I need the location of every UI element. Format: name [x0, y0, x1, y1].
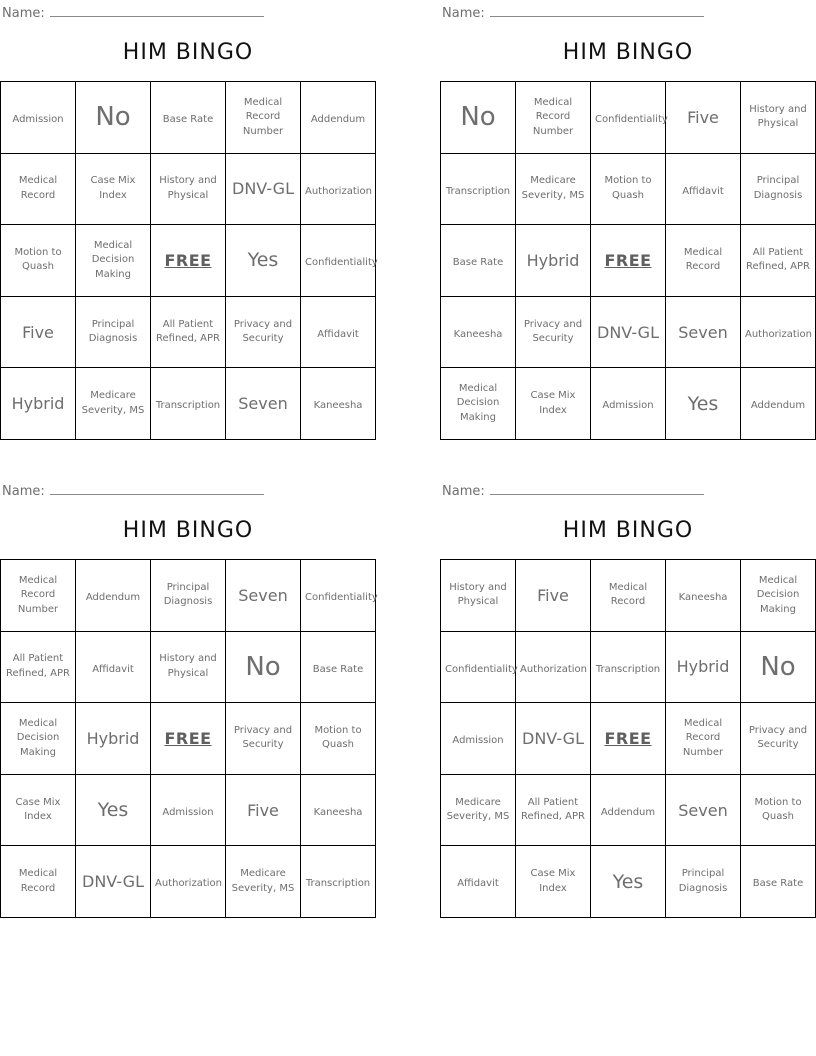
- cell-label: Authorization: [155, 878, 222, 890]
- cell-label: Medicare Severity, MS: [81, 390, 145, 416]
- bingo-cell: [1, 153, 76, 225]
- bingo-cell: [301, 296, 376, 368]
- bingo-cell: [441, 703, 516, 775]
- bingo-row: [441, 296, 816, 368]
- cell-label: Seven: [238, 394, 288, 414]
- bingo-cell: [76, 774, 151, 846]
- cell-label: Authorization: [745, 328, 812, 340]
- bingo-row: [1, 703, 376, 775]
- bingo-cell: [151, 846, 226, 918]
- bingo-cell: [741, 153, 816, 225]
- bingo-cell: [441, 225, 516, 297]
- bingo-cell: [591, 82, 666, 154]
- cell-label: Medical Record: [608, 581, 648, 608]
- bingo-cell: [76, 846, 151, 918]
- bingo-grid: [0, 81, 376, 440]
- cell-label: Base Rate: [162, 114, 214, 126]
- bingo-cell: [441, 846, 516, 918]
- cell-label: Confidentiality: [445, 663, 518, 675]
- free-cell: [591, 225, 666, 297]
- cell-label: Addendum: [750, 400, 806, 412]
- bingo-grid: [440, 81, 816, 440]
- bingo-grid: [0, 559, 376, 918]
- bingo-cell: [666, 153, 741, 225]
- cell-label: Hybrid: [11, 394, 65, 414]
- cell-label: Addendum: [600, 806, 656, 818]
- bingo-cell: [76, 703, 151, 775]
- bingo-row: [1, 846, 376, 918]
- bingo-cell: [1, 225, 76, 297]
- cell-label: No: [95, 102, 131, 133]
- bingo-cell: [741, 225, 816, 297]
- cell-label: Base Rate: [312, 663, 364, 675]
- cell-label: Admission: [452, 735, 504, 747]
- cell-label: All Patient Refined, APR: [6, 653, 70, 679]
- bingo-cell: [441, 82, 516, 154]
- bingo-cell: [591, 368, 666, 440]
- bingo-card-1: [0, 0, 376, 478]
- card-title: HIM BINGO: [562, 518, 694, 543]
- bingo-cell: [76, 225, 151, 297]
- card-title: HIM BINGO: [122, 40, 254, 65]
- bingo-cell: [1, 774, 76, 846]
- bingo-cell: [76, 153, 151, 225]
- cell-label: History and Physical: [749, 103, 807, 130]
- cell-label: Yes: [612, 870, 644, 893]
- bingo-cell: [441, 774, 516, 846]
- bingo-cell: [1, 296, 76, 368]
- bingo-cell: [441, 560, 516, 632]
- cell-label: DNV-GL: [522, 728, 584, 748]
- bingo-row: [441, 225, 816, 297]
- cell-label: Medical Record: [18, 175, 58, 201]
- cell-label: Confidentiality: [305, 592, 378, 604]
- cell-label: Affidavit: [682, 185, 724, 197]
- bingo-cell: [591, 631, 666, 703]
- bingo-cell: [1, 846, 76, 918]
- bingo-cell: [151, 631, 226, 703]
- bingo-cell: [516, 560, 591, 632]
- cell-label: Medical Decision Making: [456, 382, 500, 423]
- cell-label: Affidavit: [457, 878, 499, 890]
- bingo-row: [1, 82, 376, 154]
- bingo-row: [1, 560, 376, 632]
- bingo-cell: [741, 846, 816, 918]
- bingo-cell: [226, 153, 301, 225]
- bingo-cell: [226, 82, 301, 154]
- bingo-cell: [516, 153, 591, 225]
- cell-label: Medical Record: [18, 868, 58, 894]
- cell-label: Yes: [97, 799, 129, 822]
- cell-label: Principal Diagnosis: [163, 581, 213, 608]
- bingo-cell: [741, 82, 816, 154]
- bingo-row: [1, 296, 376, 368]
- bingo-cell: [301, 631, 376, 703]
- cell-label: DNV-GL: [232, 179, 294, 199]
- bingo-cell: [741, 774, 816, 846]
- bingo-cell: [151, 82, 226, 154]
- cell-label: FREE: [164, 728, 212, 748]
- bingo-cell: [741, 368, 816, 440]
- bingo-cell: [666, 225, 741, 297]
- name-label: Name:: [2, 6, 45, 21]
- bingo-row: [441, 368, 816, 440]
- cell-label: FREE: [604, 728, 652, 748]
- name-row: [442, 481, 704, 499]
- bingo-cell: [1, 368, 76, 440]
- bingo-cell: [666, 368, 741, 440]
- bingo-cell: [591, 774, 666, 846]
- cell-label: Medical Decision Making: [16, 717, 60, 758]
- bingo-row: [441, 774, 816, 846]
- bingo-cell: [1, 560, 76, 632]
- cell-label: Hybrid: [676, 657, 730, 677]
- bingo-row: [441, 631, 816, 703]
- cell-label: Base Rate: [752, 878, 804, 890]
- cell-label: FREE: [604, 250, 652, 270]
- bingo-cell: [741, 560, 816, 632]
- bingo-row: [1, 153, 376, 225]
- cell-label: Five: [537, 585, 569, 605]
- cell-label: Medical Record Number: [242, 96, 284, 137]
- cell-label: Medical Record Number: [532, 96, 574, 137]
- cell-label: Addendum: [85, 592, 141, 604]
- bingo-cell: [516, 296, 591, 368]
- bingo-cell: [741, 296, 816, 368]
- bingo-cell: [226, 774, 301, 846]
- cell-label: Authorization: [520, 663, 587, 675]
- bingo-cell: [741, 703, 816, 775]
- bingo-cell: [666, 631, 741, 703]
- bingo-cell: [301, 225, 376, 297]
- cell-label: Medicare Severity, MS: [521, 175, 585, 201]
- cell-label: No: [460, 102, 496, 133]
- cell-label: No: [245, 651, 281, 682]
- cell-label: Five: [22, 322, 54, 342]
- bingo-row: [441, 153, 816, 225]
- bingo-row: [1, 225, 376, 297]
- bingo-cell: [516, 774, 591, 846]
- cell-label: Confidentiality: [305, 257, 378, 269]
- bingo-row: [441, 82, 816, 154]
- bingo-cell: [301, 774, 376, 846]
- cell-label: Case Mix Index: [90, 175, 136, 201]
- cell-label: Kaneesha: [313, 806, 363, 818]
- cell-label: Seven: [238, 585, 288, 605]
- bingo-cell: [1, 631, 76, 703]
- cell-label: Case Mix Index: [530, 390, 576, 416]
- bingo-card-2: [440, 0, 816, 478]
- bingo-cell: [666, 296, 741, 368]
- name-label: Name:: [2, 484, 45, 499]
- cell-label: All Patient Refined, APR: [521, 796, 585, 823]
- bingo-cell: [666, 774, 741, 846]
- cell-label: Admission: [602, 400, 654, 412]
- cell-label: Principal Diagnosis: [678, 868, 728, 894]
- cell-label: Motion to Quash: [604, 175, 652, 201]
- free-cell: [151, 225, 226, 297]
- cell-label: FREE: [164, 250, 212, 270]
- bingo-cell: [151, 296, 226, 368]
- bingo-card-3: [0, 478, 376, 956]
- bingo-cell: [301, 153, 376, 225]
- cell-label: All Patient Refined, APR: [746, 246, 810, 273]
- bingo-row: [1, 774, 376, 846]
- bingo-cell: [441, 296, 516, 368]
- bingo-cell: [591, 153, 666, 225]
- bingo-cell: [666, 560, 741, 632]
- cell-label: Seven: [678, 800, 728, 820]
- cell-label: DNV-GL: [82, 872, 144, 892]
- bingo-cell: [666, 846, 741, 918]
- cell-label: No: [760, 651, 796, 682]
- bingo-cell: [591, 846, 666, 918]
- bingo-cell: [741, 631, 816, 703]
- bingo-cell: [226, 703, 301, 775]
- card-title: HIM BINGO: [122, 518, 254, 543]
- name-label: Name:: [442, 6, 485, 21]
- bingo-cell: [666, 82, 741, 154]
- bingo-cell: [76, 296, 151, 368]
- bingo-cell: [516, 225, 591, 297]
- card-title: HIM BINGO: [562, 40, 694, 65]
- cell-label: Kaneesha: [678, 592, 728, 604]
- name-blank-line: [50, 3, 264, 17]
- cell-label: Yes: [687, 392, 719, 415]
- bingo-card-4: [440, 478, 816, 956]
- bingo-cell: [226, 560, 301, 632]
- cell-label: Medical Decision Making: [756, 574, 800, 615]
- bingo-cell: [441, 631, 516, 703]
- bingo-cell: [301, 846, 376, 918]
- cell-label: Privacy and Security: [523, 318, 583, 345]
- bingo-cell: [591, 560, 666, 632]
- cell-label: Transcription: [155, 400, 221, 412]
- bingo-cell: [301, 82, 376, 154]
- cell-label: Transcription: [445, 185, 511, 197]
- bingo-cell: [516, 631, 591, 703]
- name-blank-line: [50, 481, 264, 495]
- cell-label: Authorization: [305, 185, 372, 197]
- cell-label: History and Physical: [159, 175, 217, 201]
- bingo-cell: [441, 153, 516, 225]
- cell-label: Case Mix Index: [530, 868, 576, 894]
- cell-label: Medical Record Number: [682, 717, 724, 758]
- cell-label: Base Rate: [452, 257, 504, 269]
- bingo-cell: [301, 703, 376, 775]
- cell-label: Hybrid: [86, 728, 140, 748]
- bingo-cell: [591, 296, 666, 368]
- bingo-cell: [76, 82, 151, 154]
- cell-label: All Patient Refined, APR: [156, 318, 220, 345]
- bingo-row: [441, 846, 816, 918]
- cell-label: Medical Record Number: [17, 574, 59, 615]
- bingo-cell: [226, 631, 301, 703]
- cell-label: Privacy and Security: [233, 318, 293, 345]
- cell-label: Addendum: [310, 114, 366, 126]
- bingo-cell: [226, 368, 301, 440]
- cell-label: Kaneesha: [313, 400, 363, 412]
- cell-label: Kaneesha: [453, 328, 503, 340]
- cell-label: Transcription: [595, 663, 661, 675]
- bingo-cell: [516, 846, 591, 918]
- bingo-cell: [151, 368, 226, 440]
- bingo-cell: [151, 774, 226, 846]
- cell-label: Yes: [247, 249, 279, 272]
- cell-label: Case Mix Index: [15, 796, 61, 823]
- cell-label: Privacy and Security: [748, 724, 808, 751]
- bingo-grid: [440, 559, 816, 918]
- bingo-cell: [151, 153, 226, 225]
- bingo-cell: [516, 82, 591, 154]
- cell-label: Medical Decision Making: [91, 239, 135, 280]
- free-cell: [151, 703, 226, 775]
- bingo-row: [1, 631, 376, 703]
- cell-label: Medicare Severity, MS: [231, 868, 295, 894]
- name-row: [2, 481, 264, 499]
- cell-label: Admission: [12, 114, 64, 126]
- cell-label: History and Physical: [159, 653, 217, 679]
- bingo-cell: [1, 82, 76, 154]
- bingo-row: [1, 368, 376, 440]
- cell-label: Affidavit: [317, 328, 359, 340]
- cell-label: Seven: [678, 322, 728, 342]
- cell-label: Five: [247, 800, 279, 820]
- bingo-cell: [301, 560, 376, 632]
- free-cell: [591, 703, 666, 775]
- bingo-cell: [226, 225, 301, 297]
- name-row: [2, 3, 264, 21]
- bingo-cell: [1, 703, 76, 775]
- cell-label: Affidavit: [92, 663, 134, 675]
- bingo-cell: [666, 703, 741, 775]
- cell-label: Admission: [162, 806, 214, 818]
- cell-label: Confidentiality: [595, 114, 668, 126]
- name-label: Name:: [442, 484, 485, 499]
- cell-label: Principal Diagnosis: [88, 318, 138, 345]
- bingo-cell: [76, 560, 151, 632]
- cell-label: Motion to Quash: [14, 246, 62, 273]
- cell-label: DNV-GL: [597, 322, 659, 342]
- bingo-cell: [226, 296, 301, 368]
- cell-label: Privacy and Security: [233, 724, 293, 751]
- cell-label: History and Physical: [449, 581, 507, 608]
- name-blank-line: [490, 481, 704, 495]
- bingo-row: [441, 560, 816, 632]
- cell-label: Medicare Severity, MS: [446, 796, 510, 823]
- bingo-row: [441, 703, 816, 775]
- name-blank-line: [490, 3, 704, 17]
- bingo-cell: [516, 703, 591, 775]
- cell-label: Motion to Quash: [314, 724, 362, 751]
- bingo-cell: [516, 368, 591, 440]
- cell-label: Principal Diagnosis: [753, 175, 803, 201]
- cell-label: Five: [687, 107, 719, 127]
- name-row: [442, 3, 704, 21]
- bingo-cell: [226, 846, 301, 918]
- cell-label: Motion to Quash: [754, 796, 802, 823]
- bingo-cell: [151, 560, 226, 632]
- cell-label: Transcription: [305, 878, 371, 890]
- bingo-cell: [76, 631, 151, 703]
- bingo-cell: [301, 368, 376, 440]
- bingo-cell: [441, 368, 516, 440]
- cell-label: Medical Record: [683, 246, 723, 273]
- bingo-cell: [76, 368, 151, 440]
- cell-label: Hybrid: [526, 250, 580, 270]
